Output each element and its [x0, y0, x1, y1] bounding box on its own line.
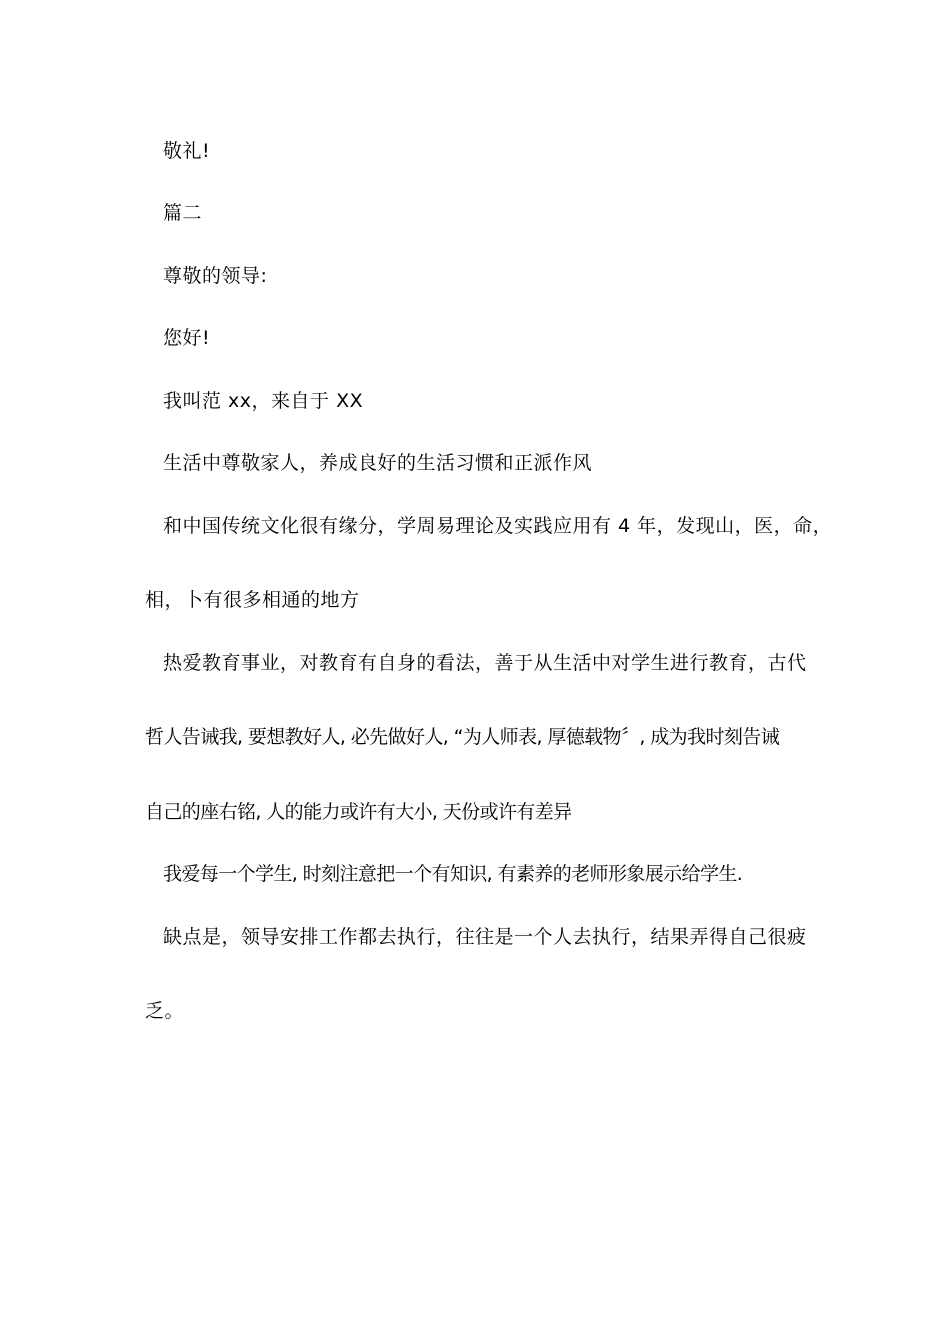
- text-line-section-title: 篇二: [163, 202, 203, 224]
- text-line-introduction: 我叫范 xx，来自于 XX: [163, 390, 364, 412]
- text-line-salutation: 尊敬的领导:: [163, 265, 268, 287]
- text-line-closing: 敬礼!: [163, 140, 211, 162]
- text-line-education-2: 哲人告诫我, 要想教好人, 必先做好人, “为人师表, 厚德载物〞, 成为我时刻告诫: [145, 726, 780, 748]
- text-line-culture-2: 相，卜有很多相通的地方: [145, 589, 360, 611]
- text-line-weakness-1: 缺点是，领导安排工作都去执行，往往是一个人去执行，结果弄得自己很疲: [163, 926, 807, 948]
- text-line-weakness-2: 乏。: [145, 1000, 185, 1022]
- text-line-family: 生活中尊敬家人，养成良好的生活习惯和正派作风: [163, 452, 593, 474]
- text-line-greeting: 您好!: [163, 327, 211, 349]
- text-line-students: 我爱每一个学生, 时刻注意把一个有知识, 有素养的老师形象展示给学生.: [163, 863, 743, 885]
- text-line-culture-1: 和中国传统文化很有缘分，学周易理论及实践应用有 4 年，发现山，医，命，: [163, 515, 833, 537]
- text-line-education-3: 自己的座右铭, 人的能力或许有大小, 天份或许有差异: [145, 801, 572, 823]
- text-line-education-1: 热爱教育事业，对教育有自身的看法，善于从生活中对学生进行教育，古代: [163, 652, 807, 674]
